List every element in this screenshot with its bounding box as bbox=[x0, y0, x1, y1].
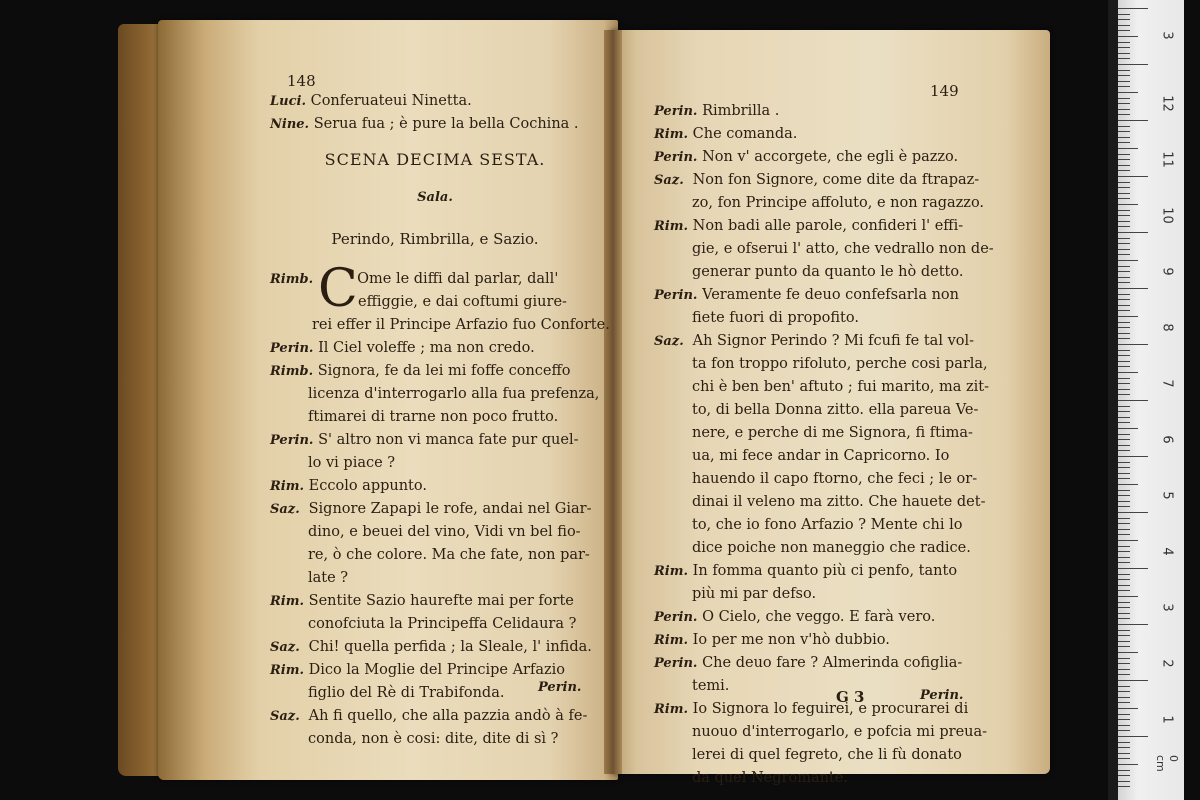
line-text: effiggie, e dai coftumi giure- bbox=[358, 294, 567, 310]
text-line bbox=[654, 560, 994, 583]
ruler-unit-label: 0 cm bbox=[1154, 755, 1180, 772]
speaker: Rim. bbox=[654, 564, 689, 579]
ruler-tick bbox=[1118, 36, 1138, 37]
ruler-tick bbox=[1118, 310, 1130, 311]
ruler-tick bbox=[1118, 439, 1130, 440]
ruler-tick bbox=[1118, 719, 1130, 720]
ruler-tick bbox=[1118, 64, 1148, 65]
text-line bbox=[270, 383, 610, 406]
ruler-tick bbox=[1118, 47, 1130, 48]
ruler-tick bbox=[1118, 366, 1130, 367]
text-line bbox=[654, 169, 994, 192]
line-text: Non v' accorgete, che egli è pazzo. bbox=[702, 149, 959, 165]
ruler-tick bbox=[1118, 294, 1130, 295]
text-line bbox=[270, 636, 610, 659]
ruler-tick bbox=[1118, 652, 1138, 653]
ruler-tick bbox=[1118, 450, 1130, 451]
line-text: Io Signora lo feguirei, e procurarei di bbox=[692, 701, 969, 717]
text-line bbox=[270, 113, 579, 136]
ruler-tick bbox=[1118, 686, 1130, 687]
ruler-number: 3 bbox=[1159, 603, 1175, 612]
ruler-tick bbox=[1118, 411, 1130, 412]
line-text: hauendo il capo ftorno, che feci ; le or- bbox=[692, 471, 978, 487]
ruler-tick bbox=[1118, 669, 1130, 670]
speaker: Rim. bbox=[270, 594, 305, 609]
left-page-number: 148 bbox=[287, 72, 316, 90]
line-text: In fomma quanto più ci penfo, tanto bbox=[692, 563, 958, 579]
ruler-tick bbox=[1118, 422, 1130, 423]
speaker: Perin. bbox=[654, 104, 698, 119]
speaker: Saz. bbox=[270, 502, 300, 517]
text-line bbox=[270, 659, 610, 682]
text-line bbox=[270, 406, 610, 429]
line-text: fiete fuori di propofito. bbox=[692, 310, 859, 326]
ruler-tick bbox=[1118, 288, 1148, 289]
ruler-tick bbox=[1118, 170, 1130, 171]
ruler-tick bbox=[1118, 708, 1138, 709]
ruler-tick bbox=[1118, 674, 1130, 675]
line-text: nuouo d'interrogarlo, e pofcia mi preua- bbox=[692, 724, 988, 740]
ruler-tick bbox=[1118, 618, 1130, 619]
ruler-tick bbox=[1118, 322, 1130, 323]
ruler-tick bbox=[1118, 478, 1130, 479]
ruler-tick bbox=[1118, 221, 1130, 222]
ruler-tick bbox=[1118, 19, 1130, 20]
ruler-tick bbox=[1118, 204, 1138, 205]
text-line bbox=[270, 521, 610, 544]
ruler-number: 12 bbox=[1159, 95, 1175, 112]
line-text: to, che io fono Arfazio ? Mente chi lo bbox=[692, 517, 963, 533]
line-text: Che deuo fare ? Almerinda cofiglia- bbox=[702, 655, 963, 671]
ruler-tick bbox=[1118, 148, 1138, 149]
ruler-tick bbox=[1118, 81, 1130, 82]
scene-characters: Perindo, Rimbrilla, e Sazio. bbox=[331, 230, 539, 248]
ruler-tick bbox=[1118, 58, 1130, 59]
measuring-ruler bbox=[1118, 0, 1184, 800]
text-line bbox=[654, 767, 994, 790]
ruler-tick bbox=[1118, 142, 1130, 143]
line-text: da quel Negromante. bbox=[692, 770, 848, 786]
ruler-tick bbox=[1118, 714, 1130, 715]
ruler-tick bbox=[1118, 394, 1130, 395]
text-line bbox=[654, 721, 994, 744]
ruler-tick bbox=[1118, 187, 1130, 188]
right-page-number: 149 bbox=[930, 82, 959, 100]
ruler-tick bbox=[1118, 372, 1138, 373]
line-text: to, di bella Donna zitto. ella pareua Ve- bbox=[692, 402, 979, 418]
ruler-tick bbox=[1118, 53, 1130, 54]
ruler-tick bbox=[1118, 271, 1130, 272]
ruler-tick bbox=[1118, 742, 1130, 743]
text-line bbox=[654, 215, 994, 238]
ruler-tick bbox=[1118, 658, 1130, 659]
text-line bbox=[654, 514, 994, 537]
text-line bbox=[270, 475, 610, 498]
ruler-number: 11 bbox=[1159, 151, 1175, 168]
ruler-tick bbox=[1118, 126, 1130, 127]
ruler-tick bbox=[1118, 663, 1130, 664]
ruler-tick bbox=[1118, 646, 1130, 647]
ruler-tick bbox=[1118, 193, 1130, 194]
line-text: ta fon troppo rifoluto, perche cosi parla, bbox=[692, 356, 988, 372]
ruler-number: 10 bbox=[1159, 207, 1175, 224]
line-text: Ah fi quello, che alla pazzia andò à fe- bbox=[308, 708, 588, 724]
text-line bbox=[654, 376, 994, 399]
ruler-tick bbox=[1118, 641, 1130, 642]
line-text: conofciuta la Principeffa Celidaura ? bbox=[308, 616, 577, 632]
line-text: Non badi alle parole, confideri l' effi- bbox=[692, 218, 964, 234]
ruler-tick bbox=[1118, 630, 1130, 631]
ruler-number: 1 bbox=[1159, 715, 1175, 724]
line-text: chi è ben ben' aftuto ; fui marito, ma zit- bbox=[692, 379, 990, 395]
ruler-tick bbox=[1118, 14, 1130, 15]
speaker: Saz. bbox=[270, 640, 300, 655]
ruler-tick bbox=[1118, 210, 1130, 211]
ruler-tick bbox=[1118, 75, 1130, 76]
drop-capital: C bbox=[318, 259, 358, 319]
ruler-tick bbox=[1118, 109, 1130, 110]
ruler-tick bbox=[1118, 226, 1130, 227]
line-text: dice poiche non maneggio che radice. bbox=[692, 540, 971, 556]
speaker: Luci. bbox=[270, 94, 306, 109]
text-line bbox=[270, 90, 579, 113]
line-text: Signore Zapapi le rofe, andai nel Giar- bbox=[308, 501, 592, 517]
ruler-tick bbox=[1118, 198, 1130, 199]
ruler-tick bbox=[1118, 691, 1130, 692]
ruler-tick bbox=[1118, 613, 1130, 614]
speaker: Perin. bbox=[270, 341, 314, 356]
text-line bbox=[270, 613, 610, 636]
ruler-tick bbox=[1118, 484, 1138, 485]
text-line bbox=[654, 192, 994, 215]
speaker: Perin. bbox=[654, 288, 698, 303]
line-text: Il Ciel voleffe ; ma non credo. bbox=[318, 340, 535, 356]
ruler-tick bbox=[1118, 562, 1130, 563]
line-text: lerei di quel fegreto, che li fù donato bbox=[692, 747, 962, 763]
ruler-tick bbox=[1118, 607, 1130, 608]
line-text: Io per me non v'hò dubbio. bbox=[692, 632, 890, 648]
text-line bbox=[654, 330, 994, 353]
ruler-tick bbox=[1118, 473, 1130, 474]
ruler-tick bbox=[1118, 590, 1130, 591]
ruler-tick bbox=[1118, 602, 1130, 603]
line-text: generar punto da quanto le hò detto. bbox=[692, 264, 964, 280]
ruler-tick bbox=[1118, 249, 1130, 250]
line-text: Serua fua ; è pure la bella Cochina . bbox=[313, 116, 579, 132]
text-line bbox=[270, 544, 610, 567]
text-line bbox=[270, 429, 610, 452]
scene-place: Sala. bbox=[417, 190, 453, 205]
ruler-tick bbox=[1118, 596, 1138, 597]
speaker: Rim. bbox=[654, 702, 689, 717]
ruler-tick bbox=[1118, 30, 1130, 31]
ruler-tick bbox=[1118, 299, 1130, 300]
text-line bbox=[270, 705, 610, 728]
line-text: O Cielo, che veggo. E farà vero. bbox=[702, 609, 936, 625]
ruler-tick bbox=[1118, 579, 1130, 580]
line-text: più mi par defso. bbox=[692, 586, 817, 602]
ruler-tick bbox=[1118, 624, 1148, 625]
scene-title: SCENA DECIMA SESTA. bbox=[324, 150, 546, 169]
ruler-tick bbox=[1118, 490, 1130, 491]
ruler-tick bbox=[1118, 350, 1130, 351]
ruler-tick bbox=[1118, 506, 1130, 507]
speaker: Perin. bbox=[654, 150, 698, 165]
speaker: Rim. bbox=[654, 219, 689, 234]
ruler-tick bbox=[1118, 182, 1130, 183]
ruler-tick bbox=[1118, 8, 1148, 9]
text-line bbox=[654, 238, 994, 261]
ruler-number: 9 bbox=[1159, 267, 1175, 276]
ruler-tick bbox=[1118, 154, 1130, 155]
ruler-tick bbox=[1118, 355, 1130, 356]
ruler-tick bbox=[1118, 512, 1148, 513]
ruler-tick bbox=[1118, 456, 1148, 457]
ruler-tick bbox=[1118, 86, 1130, 87]
line-text: dino, e beuei del vino, Vidi vn bel fio- bbox=[308, 524, 581, 540]
ruler-tick bbox=[1118, 114, 1130, 115]
ruler-tick bbox=[1118, 389, 1130, 390]
ruler-tick bbox=[1118, 747, 1130, 748]
ruler-tick bbox=[1118, 428, 1138, 429]
text-line bbox=[654, 100, 994, 123]
speaker: Nine. bbox=[270, 117, 310, 132]
ruler-number: 7 bbox=[1159, 379, 1175, 388]
ruler-tick bbox=[1118, 551, 1130, 552]
ruler-tick bbox=[1118, 781, 1130, 782]
ruler-tick bbox=[1118, 702, 1130, 703]
text-line bbox=[270, 728, 610, 751]
ruler-tick bbox=[1118, 557, 1130, 558]
ruler-number: 8 bbox=[1159, 323, 1175, 332]
ruler-tick bbox=[1118, 495, 1130, 496]
line-text: temi. bbox=[692, 678, 730, 694]
text-line bbox=[654, 146, 994, 169]
ruler-tick bbox=[1118, 176, 1148, 177]
ruler-tick bbox=[1118, 775, 1130, 776]
line-text: rei effer il Principe Arfazio fuo Conforte. bbox=[312, 317, 610, 333]
ruler-tick bbox=[1118, 529, 1130, 530]
text-line bbox=[654, 606, 994, 629]
speaker: Saz. bbox=[654, 334, 684, 349]
ruler-tick bbox=[1118, 546, 1130, 547]
ruler-tick bbox=[1118, 120, 1148, 121]
ruler-tick bbox=[1118, 467, 1130, 468]
ruler-tick bbox=[1118, 680, 1148, 681]
text-line bbox=[270, 268, 610, 291]
speaker: Rimb. bbox=[270, 364, 314, 379]
ruler-tick bbox=[1118, 568, 1148, 569]
line-text: S' altro non vi manca fate pur quel- bbox=[318, 432, 579, 448]
text-line bbox=[654, 583, 994, 606]
ruler-number: 4 bbox=[1159, 547, 1175, 556]
text-line bbox=[270, 360, 610, 383]
line-text: ftimarei di trarne non poco frutto. bbox=[308, 409, 559, 425]
left-page-body bbox=[270, 268, 610, 751]
line-text: conda, non è cosi: dite, dite di sì ? bbox=[308, 731, 559, 747]
ruler-tick bbox=[1118, 462, 1130, 463]
left-page-header-lines bbox=[270, 90, 579, 136]
ruler-tick bbox=[1118, 501, 1130, 502]
line-text: Dico la Moglie del Principe Arfazio bbox=[308, 662, 566, 678]
ruler-tick bbox=[1118, 730, 1130, 731]
text-line bbox=[654, 123, 994, 146]
ruler-tick bbox=[1118, 316, 1138, 317]
ruler-tick bbox=[1118, 758, 1130, 759]
ruler-tick bbox=[1118, 378, 1130, 379]
line-text: Che comanda. bbox=[692, 126, 798, 142]
speaker: Rim. bbox=[270, 479, 305, 494]
line-text: Ome le diffi dal parlar, dall' bbox=[357, 271, 559, 287]
line-text: Conferuateui Ninetta. bbox=[310, 93, 472, 109]
speaker: Rim. bbox=[654, 633, 689, 648]
text-line bbox=[270, 314, 610, 337]
speaker: Saz. bbox=[654, 173, 684, 188]
text-line bbox=[654, 629, 994, 652]
ruler-tick bbox=[1118, 770, 1130, 771]
right-catchword: Perin. bbox=[920, 688, 964, 703]
line-text: Sentite Sazio haurefte mai per forte bbox=[308, 593, 574, 609]
speaker: Rimb. bbox=[270, 272, 314, 287]
ruler-tick bbox=[1118, 333, 1130, 334]
text-line bbox=[654, 537, 994, 560]
line-text: lo vi piace ? bbox=[308, 455, 396, 471]
ruler-tick bbox=[1118, 254, 1130, 255]
ruler-tick bbox=[1118, 243, 1130, 244]
right-page-body bbox=[654, 100, 994, 790]
text-line bbox=[654, 353, 994, 376]
signature-mark: G 3 bbox=[836, 688, 865, 706]
ruler-tick bbox=[1118, 534, 1130, 535]
ruler-tick bbox=[1118, 165, 1130, 166]
text-line bbox=[654, 652, 994, 675]
background-edge bbox=[1108, 0, 1118, 800]
ruler-tick bbox=[1118, 406, 1130, 407]
line-text: gie, e ofserui l' atto, che vedrallo non de- bbox=[692, 241, 994, 257]
speaker: Saz. bbox=[270, 709, 300, 724]
ruler-tick bbox=[1118, 523, 1130, 524]
ruler-tick bbox=[1118, 786, 1130, 787]
ruler-tick bbox=[1118, 42, 1130, 43]
line-text: Ah Signor Perindo ? Mi fcufi fe tal vol- bbox=[692, 333, 975, 349]
ruler-tick bbox=[1118, 338, 1130, 339]
ruler-tick bbox=[1118, 361, 1130, 362]
ruler-tick bbox=[1118, 540, 1138, 541]
text-line bbox=[654, 491, 994, 514]
text-line bbox=[270, 567, 610, 590]
text-line bbox=[654, 261, 994, 284]
text-line bbox=[270, 590, 610, 613]
ruler-number: 2 bbox=[1159, 659, 1175, 668]
ruler-tick bbox=[1118, 327, 1130, 328]
ruler-tick bbox=[1118, 305, 1130, 306]
ruler-tick bbox=[1118, 585, 1130, 586]
text-line bbox=[654, 468, 994, 491]
ruler-number: 6 bbox=[1159, 435, 1175, 444]
line-text: Signora, fe da lei mi foffe conceffo bbox=[317, 363, 571, 379]
ruler-tick bbox=[1118, 215, 1130, 216]
ruler-tick bbox=[1118, 417, 1130, 418]
ruler-tick bbox=[1118, 344, 1148, 345]
ruler-tick bbox=[1118, 282, 1130, 283]
line-text: Veramente fe deuo confefsarla non bbox=[702, 287, 959, 303]
ruler-tick bbox=[1118, 25, 1130, 26]
ruler-tick bbox=[1118, 238, 1130, 239]
line-text: Rimbrilla . bbox=[702, 103, 780, 119]
text-line bbox=[654, 744, 994, 767]
ruler-tick bbox=[1118, 260, 1138, 261]
text-line bbox=[654, 307, 994, 330]
ruler-tick bbox=[1118, 277, 1130, 278]
text-line bbox=[654, 445, 994, 468]
ruler-number: 3 bbox=[1159, 31, 1175, 40]
ruler-tick bbox=[1118, 753, 1130, 754]
ruler-tick bbox=[1118, 98, 1130, 99]
text-line bbox=[654, 422, 994, 445]
ruler-tick bbox=[1118, 103, 1130, 104]
speaker: Perin. bbox=[270, 433, 314, 448]
ruler-tick bbox=[1118, 635, 1130, 636]
ruler-tick bbox=[1118, 131, 1130, 132]
speaker: Rim. bbox=[654, 127, 689, 142]
line-text: nere, e perche di me Signora, fi ftima- bbox=[692, 425, 973, 441]
ruler-tick bbox=[1118, 383, 1130, 384]
line-text: dinai il veleno ma zitto. Che hauete det- bbox=[692, 494, 986, 510]
line-text: ua, mi fece andar in Capricorno. Io bbox=[692, 448, 950, 464]
line-text: licenza d'interrogarlo alla fua prefenza, bbox=[308, 386, 600, 402]
text-line bbox=[654, 399, 994, 422]
ruler-tick bbox=[1118, 137, 1130, 138]
ruler-tick bbox=[1118, 70, 1130, 71]
speaker: Perin. bbox=[654, 656, 698, 671]
ruler-tick bbox=[1118, 445, 1130, 446]
ruler-tick bbox=[1118, 400, 1148, 401]
line-text: zo, fon Principe affoluto, e non ragazzo. bbox=[692, 195, 985, 211]
line-text: late ? bbox=[308, 570, 349, 586]
line-text: Eccolo appunto. bbox=[308, 478, 427, 494]
ruler-tick bbox=[1118, 736, 1148, 737]
ruler-tick bbox=[1118, 92, 1138, 93]
ruler-tick bbox=[1118, 697, 1130, 698]
text-line bbox=[270, 498, 610, 521]
ruler-tick bbox=[1118, 266, 1130, 267]
ruler-tick bbox=[1118, 434, 1130, 435]
text-line bbox=[270, 452, 610, 475]
ruler-tick bbox=[1118, 159, 1130, 160]
line-text: Chi! quella perfida ; la Sleale, l' infida. bbox=[308, 639, 592, 655]
line-text: figlio del Rè di Trabifonda. bbox=[308, 685, 505, 701]
ruler-tick bbox=[1118, 725, 1130, 726]
ruler-number: 5 bbox=[1159, 491, 1175, 500]
ruler-tick bbox=[1118, 574, 1130, 575]
text-line bbox=[654, 284, 994, 307]
speaker: Rim. bbox=[270, 663, 305, 678]
ruler-tick bbox=[1118, 232, 1148, 233]
line-text: re, ò che colore. Ma che fate, non par- bbox=[308, 547, 590, 563]
ruler-tick bbox=[1118, 764, 1138, 765]
text-line bbox=[270, 337, 610, 360]
text-line bbox=[270, 291, 610, 314]
ruler-tick bbox=[1118, 518, 1130, 519]
left-catchword: Perin. bbox=[538, 680, 582, 695]
speaker: Perin. bbox=[654, 610, 698, 625]
line-text: Non fon Signore, come dite da ftrapaz- bbox=[692, 172, 980, 188]
